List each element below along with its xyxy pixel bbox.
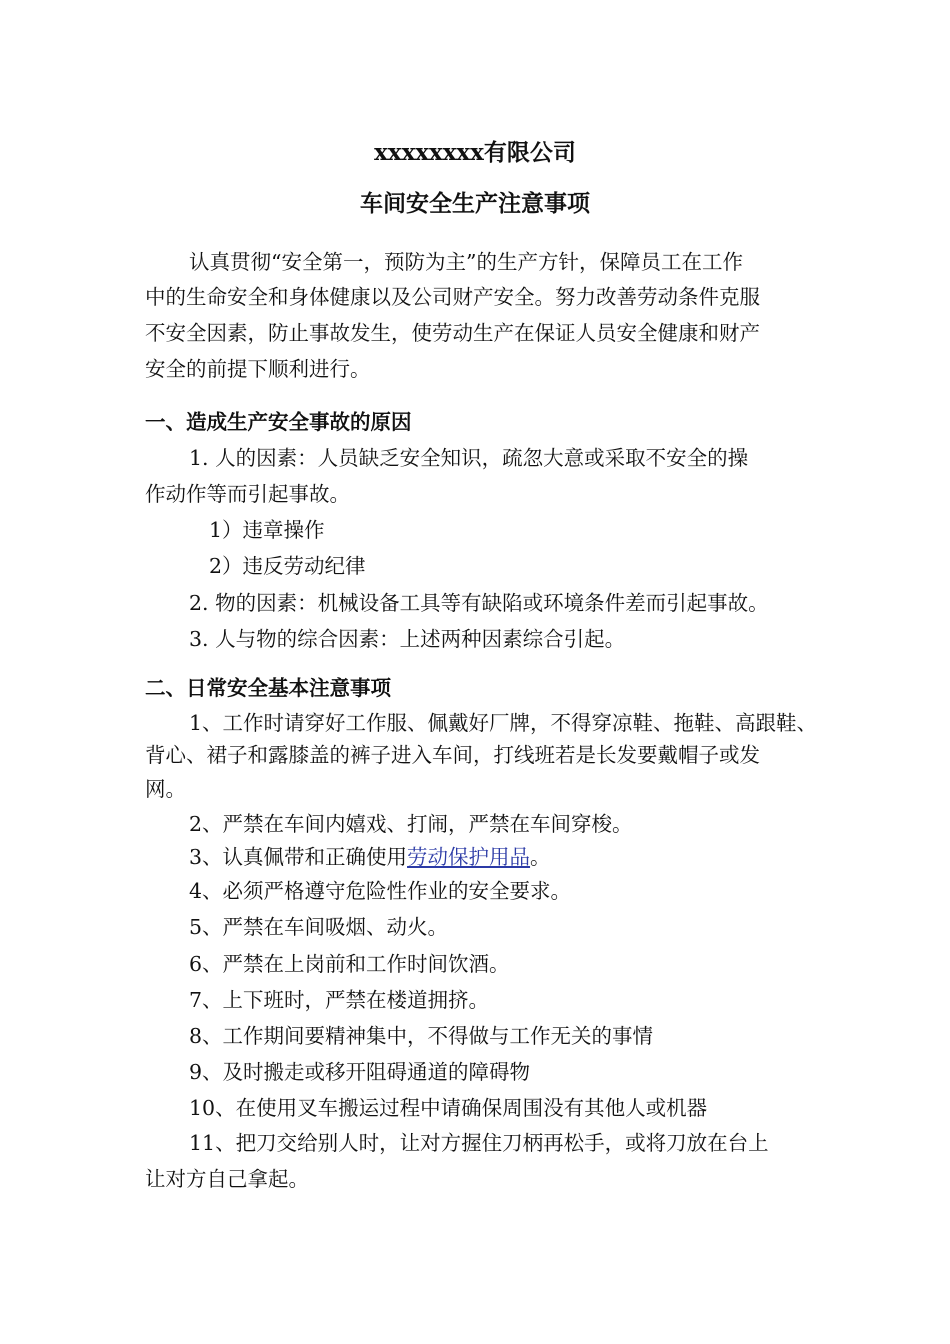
section-2-item-10: 10、在使用叉车搬运过程中请确保周围没有其他人或机器: [189, 1096, 708, 1120]
section-2-heading: 二、日常安全基本注意事项: [145, 676, 391, 700]
intro-line-4: 安全的前提下顺利进行。: [145, 357, 371, 381]
section-2-item-7: 7、上下班时，严禁在楼道拥挤。: [189, 988, 490, 1012]
section-2-item-11-line-1: 11、把刀交给别人时，让对方握住刀柄再松手，或将刀放在台上: [189, 1131, 769, 1155]
section-2-item-3: [189, 847, 551, 868]
section-2-item-4: 4、必须严格遵守危险性作业的安全要求。: [189, 879, 572, 903]
section-2-item-5: 5、严禁在车间吸烟、动火。: [189, 915, 449, 939]
intro-line-3: 不安全因素，防止事故发生，使劳动生产在保证人员安全健康和财产: [145, 321, 760, 345]
section-2-item-9: 9、及时搬走或移开阻碍通道的障碍物: [189, 1060, 531, 1084]
section-1-subitem-2: 2）违反劳动纪律: [209, 554, 366, 578]
company-title: xxxxxxxx有限公司: [374, 139, 576, 166]
section-1-subitem-1: 1）违章操作: [209, 518, 325, 542]
section-2-item-1-line-2: 背心、裙子和露膝盖的裤子进入车间，打线班若是长发要戴帽子或发: [145, 743, 760, 767]
section-1-item-3: 3. 人与物的综合因素：上述两种因素综合引起。: [189, 627, 626, 651]
section-1-item-1-line-2: 作动作等而引起事故。: [145, 482, 350, 506]
section-2-item-1-line-1: 1、工作时请穿好工作服、佩戴好厂牌，不得穿凉鞋、拖鞋、高跟鞋、: [189, 711, 818, 735]
section-2-item-8: 8、工作期间要精神集中，不得做与工作无关的事情: [189, 1024, 654, 1048]
document-title: 车间安全生产注意事项: [360, 190, 590, 217]
section-2-item-3-text: 3、认真佩带和正确使用: [189, 845, 408, 869]
section-2-item-3-end: 。: [530, 845, 551, 869]
section-2-item-11-line-2: 让对方自己拿起。: [145, 1167, 309, 1191]
section-1-heading: 一、造成生产安全事故的原因: [145, 410, 412, 434]
section-1-item-1-line-1: 1. 人的因素：人员缺乏安全知识，疏忽大意或采取不安全的操: [189, 446, 749, 470]
section-2-item-2: 2、严禁在车间内嬉戏、打闹，严禁在车间穿梭。: [189, 812, 633, 836]
intro-line-2: 中的生命安全和身体健康以及公司财产安全。努力改善劳动条件克服: [145, 285, 760, 309]
intro-line-1: 认真贯彻“安全第一，预防为主”的生产方针，保障员工在工作: [189, 250, 743, 274]
section-2-item-6: 6、严禁在上岗前和工作时间饮酒。: [189, 952, 510, 976]
section-1-item-2: 2. 物的因素：机械设备工具等有缺陷或环境条件差而引起事故。: [189, 591, 769, 615]
ppe-link[interactable]: 劳动保护用品: [407, 845, 531, 869]
section-2-item-1-line-3: 网。: [145, 777, 186, 801]
